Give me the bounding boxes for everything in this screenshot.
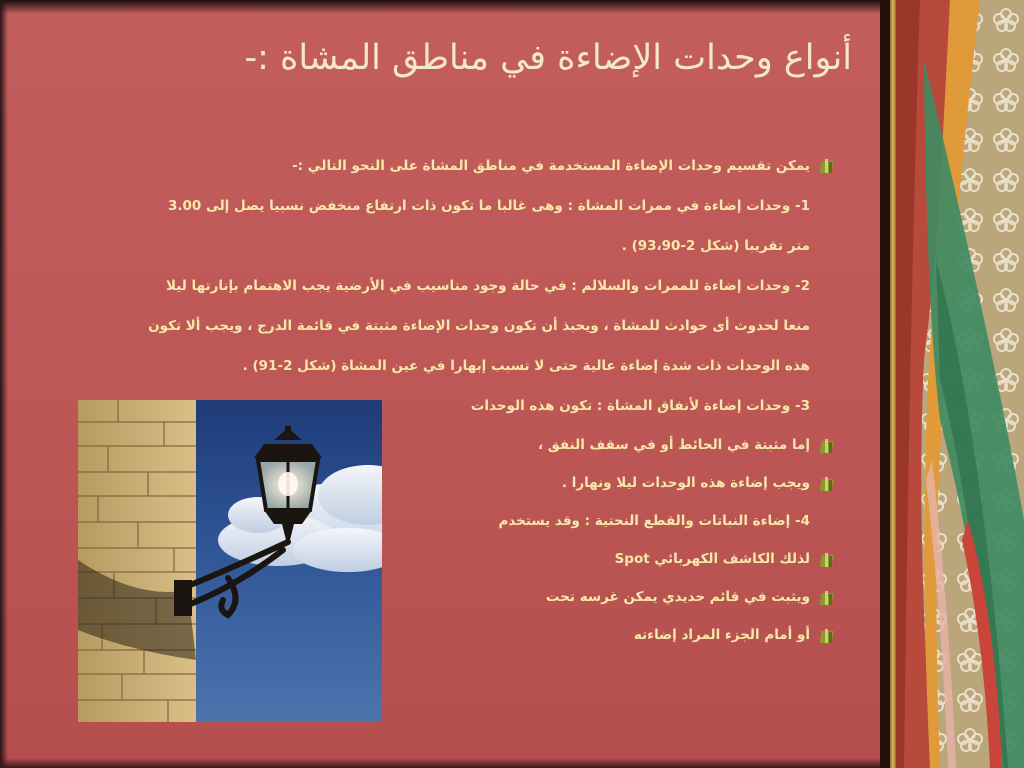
top-shadow — [0, 0, 884, 14]
body-line: 3- وحدات إضاءة لأنفاق المشاة : تكون هذه الوحدات — [470, 398, 810, 414]
body-line: ويجب إضاءة هذه الوحدات ليلا ونهارا . — [561, 475, 810, 491]
body-line: إما مثبتة في الحائط أو في سقف النفق ، — [537, 437, 810, 453]
lamp-photo-illustration — [78, 400, 382, 722]
bullet-icon — [820, 616, 836, 660]
body-line: ويثبت في قائم حديدي يمكن غرسه تحت — [545, 589, 810, 605]
bottom-shadow — [0, 758, 884, 768]
body-line: 1- وحدات إضاءة في ممرات المشاة : وهى غالبا ما تكون ذات ارتفاع منخفض نسبيا يصل إلى 3.00 — [167, 198, 810, 214]
lamp-photo — [78, 400, 382, 722]
body-line: متر تقريبا (شكل 2-93،90) . — [621, 238, 810, 254]
decorative-fabric-border — [880, 0, 1024, 768]
body-line: 2- وحدات إضاءة للممرات والسلالم : في حالة وجود مناسيب في الأرضية يجب الاهتمام بإنارتها ليلا — [166, 278, 810, 294]
slide-title: أنواع وحدات الإضاءة في مناطق المشاة :- — [244, 38, 852, 78]
bullet-icon — [820, 464, 836, 508]
body-line: يمكن تقسيم وحدات الإضاءة المستخدمة في مناطق المشاة على النحو التالي :- — [292, 158, 810, 174]
body-line: منعا لحدوث أى حوادث للمشاة ، ويحبذ أن تكون وحدات الإضاءة مثبتة في قائمة الدرج ، ويجب ألا تكون — [148, 318, 810, 334]
left-shadow — [0, 0, 8, 768]
fabric-pattern — [880, 0, 1024, 768]
bullet-icon — [820, 146, 836, 190]
bullet-paragraph — [30, 146, 838, 426]
body-line: 4- إضاءة النباتات والقطع النحتية : وقد يستخدم — [498, 513, 810, 529]
body-line: لذلك الكاشف الكهربائي Spot — [614, 551, 810, 567]
body-line: أو أمام الجزء المراد إضاءته — [633, 627, 810, 643]
body-line: هذه الوحدات ذات شدة إضاءة عالية حتى لا تسبب إبهارا في عين المشاة (شكل 2-91) . — [242, 358, 810, 374]
